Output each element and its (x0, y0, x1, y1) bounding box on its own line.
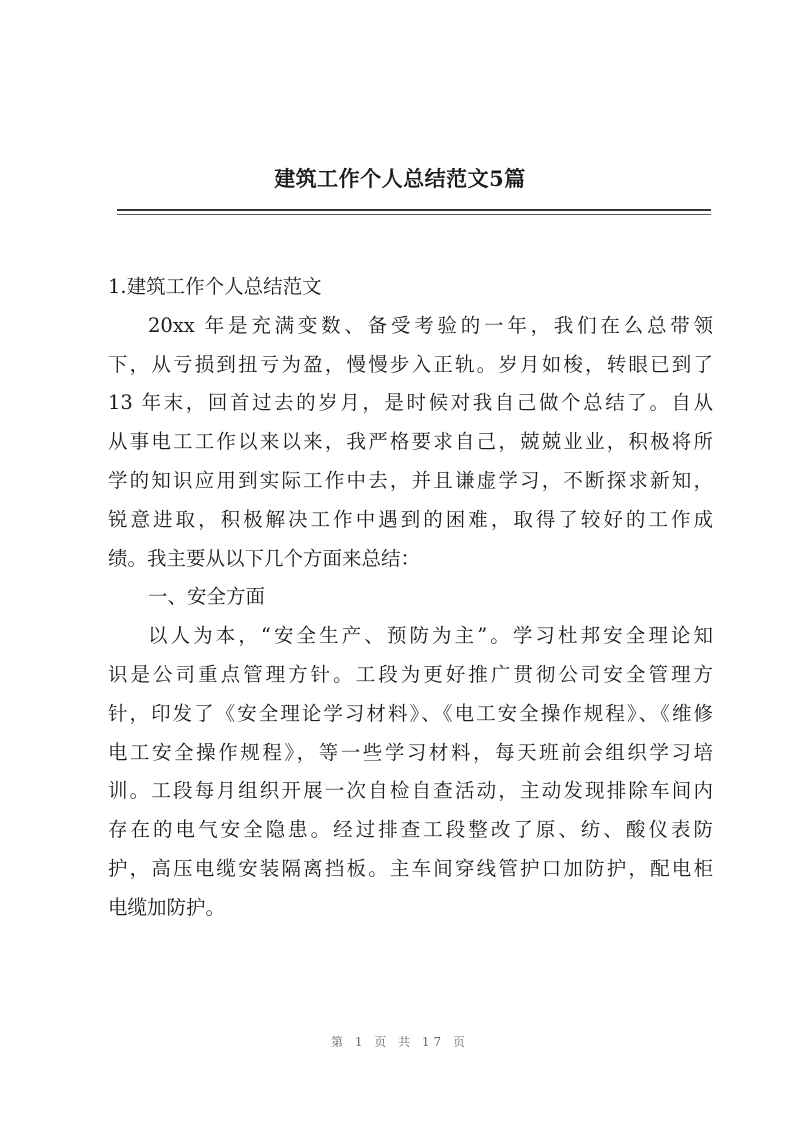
document-title: 建筑工作个人总结范文5篇 (274, 166, 526, 191)
section-heading: 1.建筑工作个人总结范文 (108, 275, 322, 298)
paragraph-line: 电缆加防护。 (108, 895, 226, 919)
paragraph-line: 电工安全操作规程》，等一些学习材料，每天班前会组织学习培 (108, 740, 713, 764)
paragraph-line: 以人为本，“安全生产、预防为主”。学习杜邦安全理论知 (148, 624, 713, 648)
paragraph-line: 护，高压电缆安装隔离挡板。主车间穿线管护口加防护，配电柜 (108, 856, 713, 880)
page-number-footer: 第 1 页 共 17 页 (331, 1035, 469, 1049)
document-body (108, 268, 713, 928)
paragraph-line: 20xx 年是充满变数、备受考验的一年，我们在么总带领 (148, 313, 713, 337)
subsection-heading: 一、安全方面 (148, 585, 266, 609)
title-divider (117, 209, 711, 211)
paragraph-line: 锐意进取，积极解决工作中遇到的困难，取得了较好的工作成 (108, 507, 713, 531)
paragraph-line: 学的知识应用到实际工作中去，并且谦虚学习，不断探求新知， (108, 468, 713, 492)
paragraph-line: 13 年末，回首过去的岁月，是时候对我自己做个总结了。自从 (108, 391, 713, 415)
paragraph-line: 训。工段每月组织开展一次自检自查活动，主动发现排除车间内 (108, 779, 713, 803)
title-divider-thin (117, 214, 711, 215)
paragraph-line: 针，印发了《安全理论学习材料》、《电工安全操作规程》、《维修 (108, 701, 713, 725)
paragraph-line: 从事电工工作以来以来，我严格要求自己，兢兢业业，积极将所 (108, 430, 713, 454)
paragraph-line: 存在的电气安全隐患。经过排查工段整改了原、纺、酸仪表防 (108, 818, 713, 842)
paragraph-line: 绩。我主要从以下几个方面来总结： (108, 546, 421, 570)
paragraph-line: 识是公司重点管理方针。工段为更好推广贯彻公司安全管理方 (108, 662, 713, 686)
paragraph-line: 下，从亏损到扭亏为盈，慢慢步入正轨。岁月如梭，转眼已到了 (108, 352, 713, 376)
